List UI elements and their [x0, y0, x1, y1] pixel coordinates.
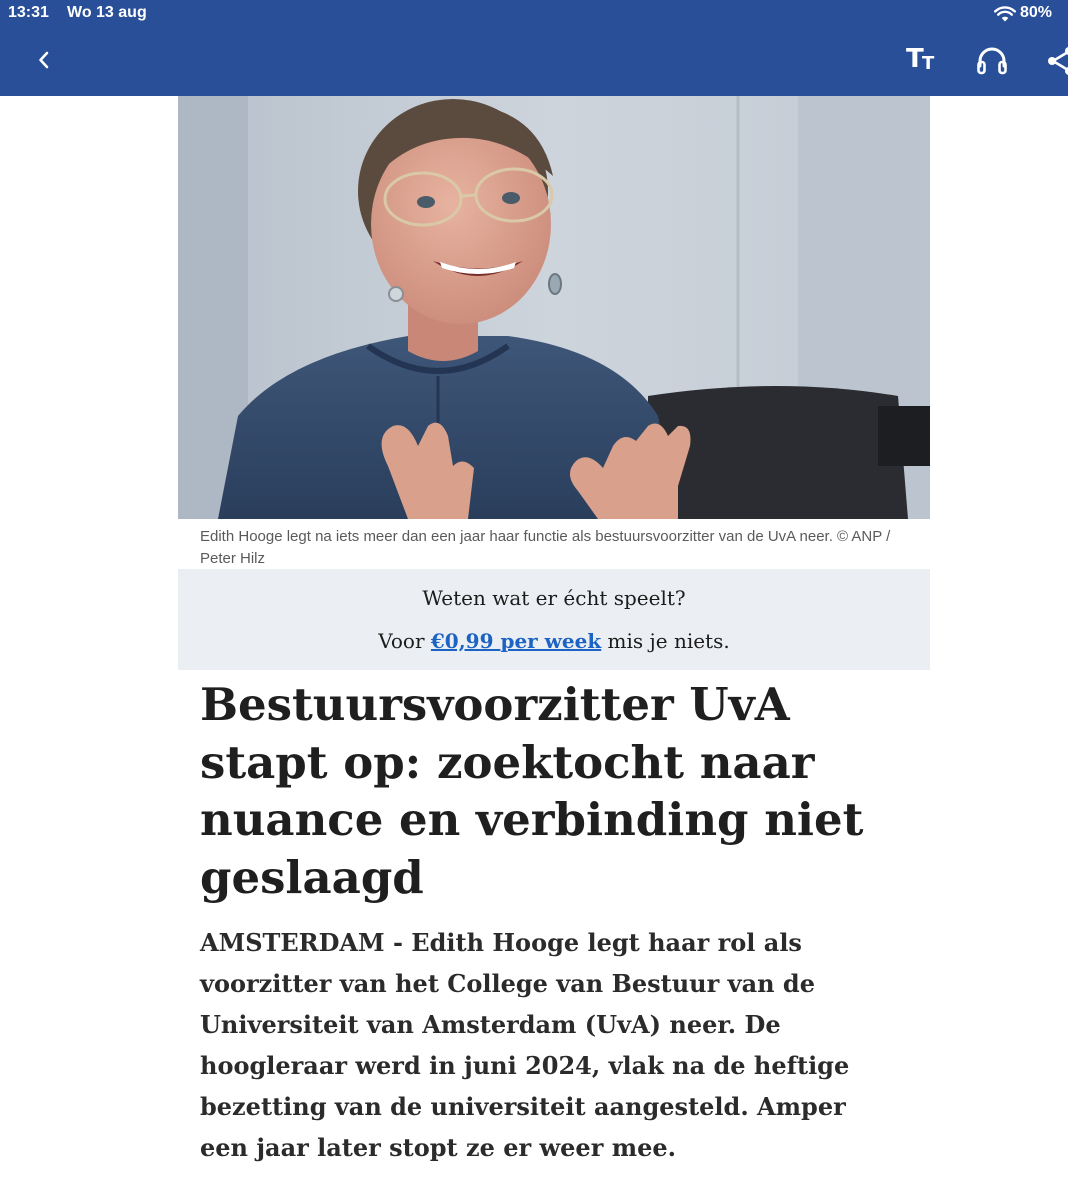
article-photo: [178, 96, 930, 519]
app-header: [0, 0, 1068, 96]
battery-level: 80%: [1020, 4, 1053, 21]
article-headline: Bestuursvoorzitter UvA stapt op: zoektocht naar nuance en verbinding niet geslaagd: [200, 678, 864, 904]
headphones-icon: [972, 42, 1012, 78]
photo-illustration: [178, 96, 930, 519]
article-lead-text: Edith Hooge legt haar rol als voorzitter van het College van Bestuur van de Universiteit van Amsterdam (UvA) neer. De hoogleraar werd in juni 2024, vlak na de heftige bezetting van de universiteit aangesteld. Amper een jaar later stopt ze er weer mee.: [200, 928, 850, 1162]
text-size-icon-small: T: [922, 53, 935, 74]
status-time: 13:31: [8, 4, 49, 21]
listen-button[interactable]: [972, 42, 1012, 78]
subscription-banner: [178, 569, 930, 670]
share-button[interactable]: [1044, 44, 1068, 78]
promo-prefix: Voor: [378, 629, 431, 653]
share-icon: [1044, 44, 1068, 78]
promo-headline: Weten wat er écht speelt?: [422, 586, 686, 610]
photo-caption: Edith Hooge legt na iets meer dan een jaar haar functie als bestuursvoorzitter van de UvA neer. © ANP / Peter Hilz: [200, 528, 891, 567]
wifi-icon: [994, 6, 1016, 22]
text-size-icon-large: T: [906, 44, 924, 74]
chevron-left-icon: [37, 50, 51, 70]
promo-offer: [178, 629, 930, 653]
status-date: Wo 13 aug: [67, 4, 147, 21]
promo-price-link[interactable]: €0,99 per week: [430, 629, 602, 653]
promo-suffix: mis je niets.: [601, 629, 730, 653]
back-button[interactable]: [28, 44, 60, 76]
article-lead: [200, 922, 900, 1168]
article-dateline: AMSTERDAM -: [200, 928, 412, 957]
text-size-button[interactable]: [900, 42, 940, 78]
